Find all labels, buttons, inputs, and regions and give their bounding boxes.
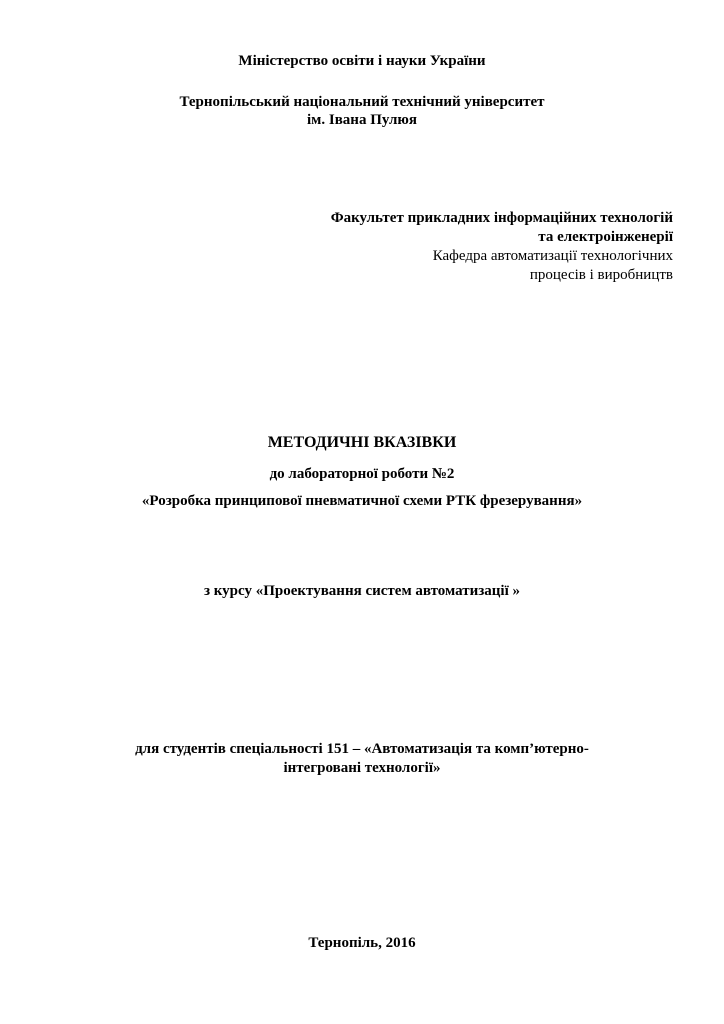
audience-line1: для студентів спеціальності 151 – «Автоматизація та комп’ютерно-	[135, 741, 589, 757]
document-topic: «Розробка принципової пневматичної схеми РТК фрезерування»	[141, 493, 583, 509]
department-name-line2: процесів і виробництв	[529, 267, 673, 283]
ministry-heading: Міністерство освіти і науки України	[238, 53, 486, 69]
university-name-line1: Тернопільський національний технічний університет	[179, 94, 545, 110]
faculty-name-line2: та електроінженерії	[538, 229, 673, 245]
faculty-name-line1: Факультет прикладних інформаційних технологій	[330, 210, 673, 226]
university-name-line2: ім. Івана Пулюя	[306, 112, 417, 128]
document-subtitle: до лабораторної роботи №2	[269, 466, 455, 482]
course-name: з курсу «Проектування систем автоматизації »	[203, 583, 521, 599]
department-name-line1: Кафедра автоматизації технологічних	[432, 248, 673, 264]
city-year: Тернопіль, 2016	[308, 935, 416, 951]
audience-line2: інтегровані технології»	[283, 760, 441, 776]
document-title: МЕТОДИЧНІ ВКАЗІВКИ	[267, 434, 457, 451]
